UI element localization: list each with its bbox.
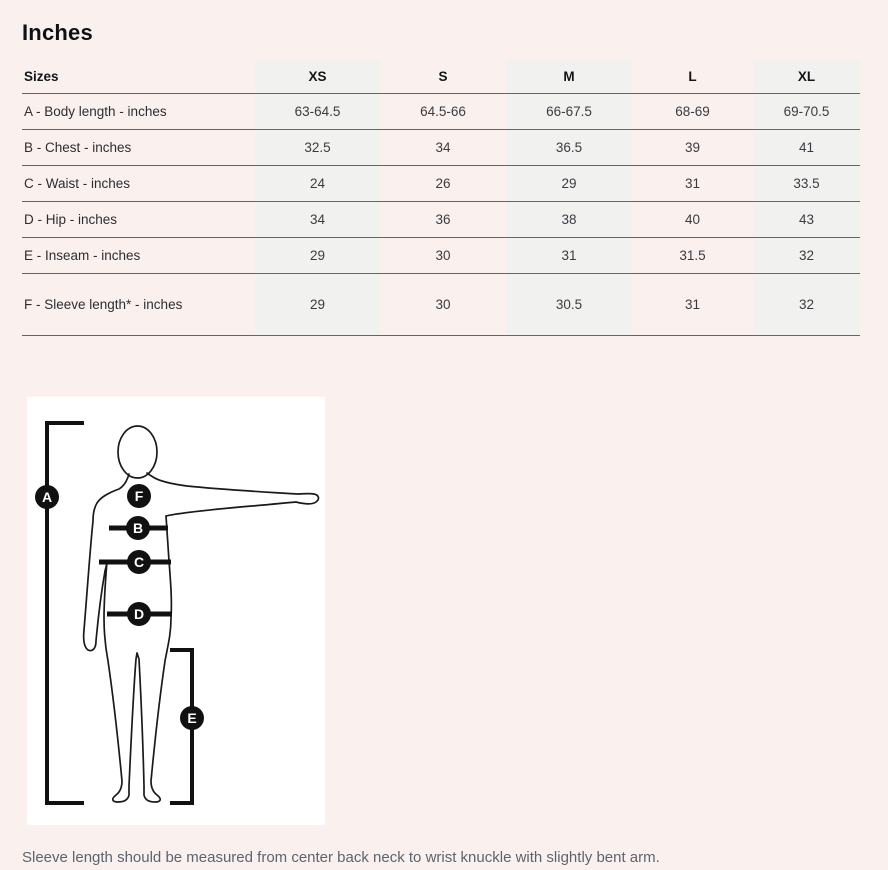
table-row bbox=[22, 94, 860, 130]
size-chart-table bbox=[22, 59, 860, 336]
value-cell: 32 bbox=[753, 274, 860, 336]
value-cell: 30 bbox=[380, 274, 506, 336]
value-cell: 29 bbox=[255, 238, 380, 274]
sleeve-length-note: Sleeve length should be measured from center back neck to wrist knuckle with slightly bent arm. bbox=[22, 849, 660, 866]
size-chart-body bbox=[22, 94, 860, 336]
value-cell: 68-69 bbox=[632, 94, 753, 130]
marker-badge-c bbox=[127, 550, 151, 574]
svg-text:D: D bbox=[133, 606, 145, 622]
table-row bbox=[22, 202, 860, 238]
value-cell: 39 bbox=[632, 130, 753, 166]
value-cell: 40 bbox=[632, 202, 753, 238]
value-cell: 66-67.5 bbox=[506, 94, 632, 130]
value-cell: 24 bbox=[255, 166, 380, 202]
value-cell: 41 bbox=[753, 130, 860, 166]
column-header-xs: XS bbox=[255, 59, 380, 94]
page-title: Inches bbox=[22, 20, 93, 45]
column-header-xl: XL bbox=[753, 59, 860, 94]
value-cell: 34 bbox=[255, 202, 380, 238]
row-label: B - Chest - inches bbox=[22, 130, 255, 166]
measurement-diagram-card bbox=[27, 397, 325, 825]
value-cell: 64.5-66 bbox=[380, 94, 506, 130]
svg-text:E: E bbox=[187, 710, 197, 726]
size-chart-header bbox=[22, 59, 860, 94]
column-header-s: S bbox=[380, 59, 506, 94]
body-length-bracket bbox=[47, 423, 82, 803]
value-cell: 29 bbox=[506, 166, 632, 202]
header-row bbox=[22, 59, 860, 94]
svg-text:A: A bbox=[41, 489, 53, 505]
table-row bbox=[22, 274, 860, 336]
table-row bbox=[22, 238, 860, 274]
figure-body-outline bbox=[84, 473, 319, 802]
column-header-m: M bbox=[506, 59, 632, 94]
value-cell: 30 bbox=[380, 238, 506, 274]
row-label: F - Sleeve length* - inches bbox=[22, 274, 255, 336]
marker-badge-b bbox=[126, 516, 150, 540]
value-cell: 63-64.5 bbox=[255, 94, 380, 130]
value-cell: 36.5 bbox=[506, 130, 632, 166]
value-cell: 38 bbox=[506, 202, 632, 238]
value-cell: 31 bbox=[506, 238, 632, 274]
value-cell: 29 bbox=[255, 274, 380, 336]
value-cell: 33.5 bbox=[753, 166, 860, 202]
marker-badge-a bbox=[35, 485, 59, 509]
value-cell: 36 bbox=[380, 202, 506, 238]
value-cell: 34 bbox=[380, 130, 506, 166]
marker-badge-f bbox=[127, 484, 151, 508]
value-cell: 69-70.5 bbox=[753, 94, 860, 130]
value-cell: 31 bbox=[632, 274, 753, 336]
column-header-sizes: Sizes bbox=[22, 59, 255, 94]
value-cell: 30.5 bbox=[506, 274, 632, 336]
value-cell: 32.5 bbox=[255, 130, 380, 166]
figure-head bbox=[118, 426, 157, 478]
row-label: E - Inseam - inches bbox=[22, 238, 255, 274]
svg-text:F: F bbox=[134, 488, 144, 504]
value-cell: 31.5 bbox=[632, 238, 753, 274]
row-label: A - Body length - inches bbox=[22, 94, 255, 130]
value-cell: 43 bbox=[753, 202, 860, 238]
value-cell: 31 bbox=[632, 166, 753, 202]
table-row bbox=[22, 166, 860, 202]
value-cell: 32 bbox=[753, 238, 860, 274]
row-label: C - Waist - inches bbox=[22, 166, 255, 202]
marker-badge-d bbox=[127, 602, 151, 626]
table-row bbox=[22, 130, 860, 166]
measurement-figure-diagram bbox=[27, 397, 325, 825]
value-cell: 26 bbox=[380, 166, 506, 202]
svg-text:B: B bbox=[132, 520, 144, 536]
row-label: D - Hip - inches bbox=[22, 202, 255, 238]
marker-badge-e bbox=[180, 706, 204, 730]
svg-text:C: C bbox=[133, 554, 145, 570]
column-header-l: L bbox=[632, 59, 753, 94]
